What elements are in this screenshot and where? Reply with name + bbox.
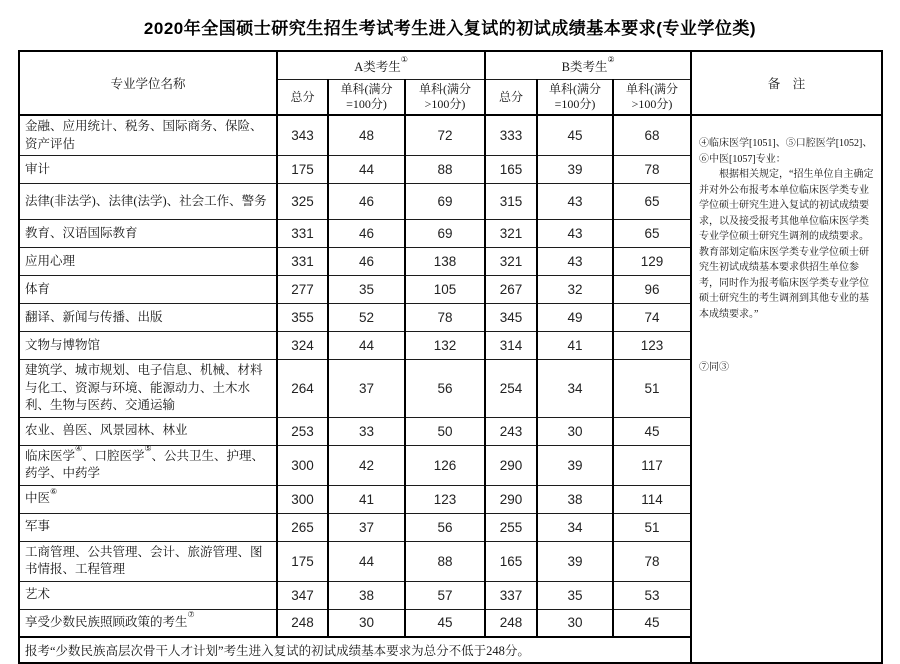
remark-note-ref: ⑦同③ [699,362,730,373]
score-cell: 117 [613,445,691,485]
score-cell: 34 [537,513,613,541]
header-a-subject-gt100: 单科(满分>100分) [405,80,485,116]
score-cell: 325 [277,184,328,220]
score-cell: 138 [405,248,485,276]
row-name: 体育 [19,276,277,304]
score-cell: 345 [485,304,537,332]
score-cell: 69 [405,184,485,220]
score-cell: 46 [328,184,405,220]
score-cell: 96 [613,276,691,304]
score-cell: 300 [277,445,328,485]
score-cell: 65 [613,220,691,248]
score-cell: 46 [328,220,405,248]
score-cell: 314 [485,332,537,360]
header-group-a [277,51,485,80]
score-cell: 331 [277,248,328,276]
score-cell: 30 [328,609,405,637]
score-cell: 105 [405,276,485,304]
row-name: 应用心理 [19,248,277,276]
footer-note: 报考“少数民族高层次骨干人才计划”考生进入复试的初试成绩基本要求为总分不低于248分。 [19,637,691,663]
score-cell: 45 [613,417,691,445]
score-cell: 69 [405,220,485,248]
score-cell: 45 [537,115,613,156]
table-row [19,115,882,156]
header-b-total: 总分 [485,80,537,116]
score-cell: 114 [613,485,691,513]
score-cell: 337 [485,581,537,609]
score-table [18,50,883,664]
score-cell: 35 [328,276,405,304]
score-cell: 50 [405,417,485,445]
score-cell: 46 [328,248,405,276]
score-cell: 38 [537,485,613,513]
score-cell: 290 [485,485,537,513]
remark-note-body: 根据相关规定，“招生单位自主确定并对外公布报考本单位临床医学类专业学位硕士研究生进入复试的初试成绩要求，以及接受报考其他单位临床医学类专业学位硕士研究生调剂的成绩要求。教育部划定临床医学类专业学位硕士研究生初试成绩基本要求供招生单位参考，同时作为报考临床医学类专业学位硕士研究生的考生调剂到其他专业的基本成绩要求。” [699,169,874,320]
header-group-a-footnote: ① [400,54,408,64]
score-cell: 333 [485,115,537,156]
score-cell: 165 [485,541,537,581]
score-cell: 44 [328,156,405,184]
row-name: 享受少数民族照顾政策的考生⑦ [19,609,277,637]
score-cell: 123 [405,485,485,513]
row-name: 法律(非法学)、法律(法学)、社会工作、警务 [19,184,277,220]
header-group-b-label: B类考生 [561,59,608,74]
score-cell: 41 [328,485,405,513]
score-cell: 123 [613,332,691,360]
score-cell: 65 [613,184,691,220]
score-cell: 51 [613,513,691,541]
score-cell: 78 [405,304,485,332]
score-cell: 37 [328,360,405,418]
score-cell: 56 [405,513,485,541]
row-name: 农业、兽医、风景园林、林业 [19,417,277,445]
score-cell: 277 [277,276,328,304]
score-cell: 39 [537,156,613,184]
score-cell: 265 [277,513,328,541]
score-cell: 300 [277,485,328,513]
row-name: 文物与博物馆 [19,332,277,360]
row-name: 建筑学、城市规划、电子信息、机械、材料与化工、资源与环境、能源动力、土木水利、生物与医药、交通运输 [19,360,277,418]
header-group-b-footnote: ② [607,54,615,64]
score-cell: 44 [328,541,405,581]
score-cell: 254 [485,360,537,418]
score-cell: 175 [277,156,328,184]
header-b-subject-gt100: 单科(满分>100分) [613,80,691,116]
score-cell: 264 [277,360,328,418]
remark-note-heading: ④临床医学[1051]、⑤口腔医学[1052]、⑥中医[1057]专业： [699,138,873,165]
score-cell: 30 [537,609,613,637]
row-name: 金融、应用统计、税务、国际商务、保险、资产评估 [19,115,277,156]
score-cell: 51 [613,360,691,418]
score-cell: 78 [613,541,691,581]
score-cell: 43 [537,248,613,276]
score-cell: 53 [613,581,691,609]
score-cell: 42 [328,445,405,485]
remark-cell [691,115,882,663]
score-cell: 321 [485,220,537,248]
score-cell: 132 [405,332,485,360]
score-cell: 45 [613,609,691,637]
score-cell: 35 [537,581,613,609]
score-cell: 331 [277,220,328,248]
score-cell: 37 [328,513,405,541]
header-b-subject-eq100: 单科(满分=100分) [537,80,613,116]
row-name: 艺术 [19,581,277,609]
score-cell: 315 [485,184,537,220]
score-cell: 39 [537,445,613,485]
score-cell: 57 [405,581,485,609]
header-name-col: 专业学位名称 [19,51,277,115]
row-name: 教育、汉语国际教育 [19,220,277,248]
score-cell: 33 [328,417,405,445]
score-cell: 321 [485,248,537,276]
row-name: 军事 [19,513,277,541]
score-cell: 39 [537,541,613,581]
score-cell: 74 [613,304,691,332]
score-cell: 48 [328,115,405,156]
score-cell: 88 [405,541,485,581]
score-cell: 72 [405,115,485,156]
header-group-b [485,51,691,80]
score-cell: 290 [485,445,537,485]
score-cell: 88 [405,156,485,184]
score-cell: 30 [537,417,613,445]
row-name: 临床医学④、口腔医学⑤、公共卫生、护理、药学、中药学 [19,445,277,485]
score-cell: 129 [613,248,691,276]
score-cell: 41 [537,332,613,360]
row-name: 审计 [19,156,277,184]
score-cell: 324 [277,332,328,360]
row-name: 翻译、新闻与传播、出版 [19,304,277,332]
score-cell: 243 [485,417,537,445]
header-remark-col: 备 注 [691,51,882,115]
score-cell: 248 [277,609,328,637]
score-cell: 267 [485,276,537,304]
score-cell: 253 [277,417,328,445]
score-cell: 255 [485,513,537,541]
header-a-subject-eq100: 单科(满分=100分) [328,80,405,116]
score-cell: 165 [485,156,537,184]
score-cell: 32 [537,276,613,304]
header-row-groups [19,51,882,80]
score-cell: 347 [277,581,328,609]
score-cell: 126 [405,445,485,485]
score-cell: 248 [485,609,537,637]
score-cell: 175 [277,541,328,581]
header-a-total: 总分 [277,80,328,116]
score-cell: 78 [613,156,691,184]
score-cell: 44 [328,332,405,360]
score-cell: 355 [277,304,328,332]
score-cell: 52 [328,304,405,332]
score-cell: 43 [537,184,613,220]
score-cell: 56 [405,360,485,418]
page-title: 2020年全国硕士研究生招生考试考生进入复试的初试成绩基本要求(专业学位类) [143,19,757,38]
score-cell: 38 [328,581,405,609]
score-cell: 45 [405,609,485,637]
row-name: 中医⑥ [19,485,277,513]
score-cell: 49 [537,304,613,332]
score-cell: 34 [537,360,613,418]
score-cell: 43 [537,220,613,248]
header-group-a-label: A类考生 [354,59,401,74]
score-cell: 68 [613,115,691,156]
score-cell: 343 [277,115,328,156]
row-name: 工商管理、公共管理、会计、旅游管理、图书情报、工程管理 [19,541,277,581]
